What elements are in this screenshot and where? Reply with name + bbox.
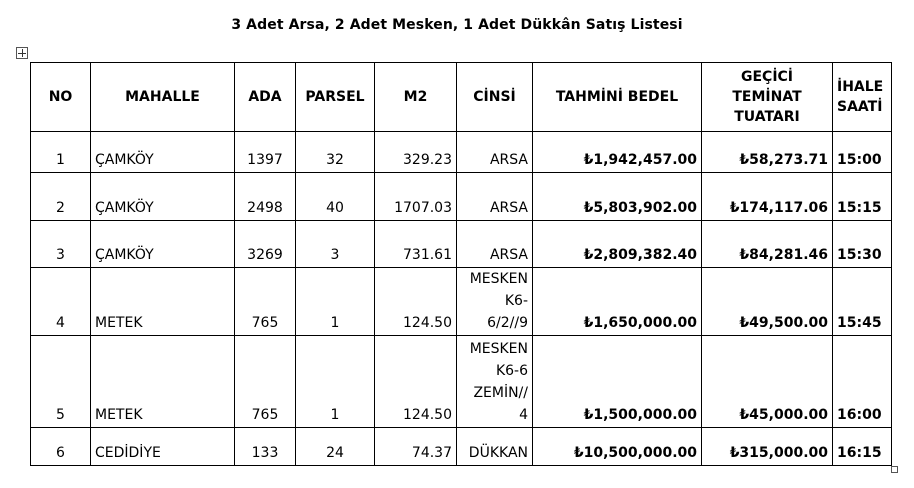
cell-gecici-teminat: ₺58,273.71: [702, 132, 833, 173]
cell-gecici-teminat: ₺45,000.00: [702, 336, 833, 428]
document-title: 3 Adet Arsa, 2 Adet Mesken, 1 Adet Dükkân Satış Listesi: [231, 17, 683, 33]
cell-gecici-teminat: ₺315,000.00: [702, 428, 833, 466]
cell-ada: 765: [235, 268, 296, 336]
cell-no: 3: [31, 221, 91, 268]
cell-mahalle: ÇAMKÖY: [91, 221, 235, 268]
cell-ada: 133: [235, 428, 296, 466]
cell-tahmini-bedel: ₺1,942,457.00: [533, 132, 702, 173]
cell-no: 5: [31, 336, 91, 428]
cell-mahalle: METEK: [91, 336, 235, 428]
cinsi-line: K6-6: [495, 363, 528, 379]
cell-ada: 765: [235, 336, 296, 428]
cell-cinsi: ARSA: [457, 221, 533, 268]
cell-m2: 74.37: [375, 428, 457, 466]
header-teminat-line: TEMİNAT: [732, 89, 802, 105]
cell-parsel: 1: [296, 336, 375, 428]
table-row: [31, 336, 892, 428]
cell-m2: 124.50: [375, 268, 457, 336]
table-row: [31, 132, 892, 173]
header-no: NO: [31, 63, 91, 132]
cell-parsel: 40: [296, 173, 375, 221]
cell-m2: 124.50: [375, 336, 457, 428]
header-saat-line: SAATİ: [837, 99, 883, 115]
cell-mahalle: ÇAMKÖY: [91, 132, 235, 173]
cinsi-line: 6/2//9: [487, 315, 528, 331]
header-mahalle: MAHALLE: [91, 63, 235, 132]
cinsi-line: MESKEN: [469, 341, 528, 357]
cell-ada: 2498: [235, 173, 296, 221]
cell-m2: 731.61: [375, 221, 457, 268]
header-m2: M2: [375, 63, 457, 132]
cell-tahmini-bedel: ₺5,803,902.00: [533, 173, 702, 221]
cell-ihale-saati: 15:30: [833, 221, 892, 268]
cell-no: 4: [31, 268, 91, 336]
cinsi-line: K6-: [504, 293, 528, 309]
cell-ihale-saati: 15:00: [833, 132, 892, 173]
cinsi-line: MESKEN: [469, 271, 528, 287]
cell-tahmini-bedel: ₺2,809,382.40: [533, 221, 702, 268]
cell-m2: 329.23: [375, 132, 457, 173]
cell-cinsi: ARSA: [457, 132, 533, 173]
cell-cinsi: [457, 336, 533, 428]
cell-ihale-saati: 15:15: [833, 173, 892, 221]
cell-mahalle: ÇAMKÖY: [91, 173, 235, 221]
header-parsel: PARSEL: [296, 63, 375, 132]
cinsi-line: 4: [519, 407, 528, 423]
header-teminat-line: TUATARI: [734, 109, 800, 125]
cell-ihale-saati: 16:15: [833, 428, 892, 466]
cell-parsel: 24: [296, 428, 375, 466]
cell-gecici-teminat: ₺49,500.00: [702, 268, 833, 336]
cell-cinsi: DÜKKAN: [457, 428, 533, 466]
cell-gecici-teminat: ₺84,281.46: [702, 221, 833, 268]
cinsi-line: ZEMİN//: [473, 385, 528, 401]
cell-mahalle: CEDİDİYE: [91, 428, 235, 466]
cell-no: 2: [31, 173, 91, 221]
cell-ada: 1397: [235, 132, 296, 173]
header-row: [31, 63, 892, 132]
table-move-handle-icon[interactable]: [16, 47, 28, 59]
cell-no: 6: [31, 428, 91, 466]
cell-cinsi: [457, 268, 533, 336]
cell-ada: 3269: [235, 221, 296, 268]
cell-m2: 1707.03: [375, 173, 457, 221]
cell-ihale-saati: 15:45: [833, 268, 892, 336]
cell-tahmini-bedel: ₺1,650,000.00: [533, 268, 702, 336]
header-ihale-saati: [833, 63, 892, 132]
cell-parsel: 1: [296, 268, 375, 336]
cell-tahmini-bedel: ₺10,500,000.00: [533, 428, 702, 466]
sales-list-table: [30, 62, 892, 466]
header-gecici-teminat: [702, 63, 833, 132]
header-cinsi: CİNSİ: [457, 63, 533, 132]
cell-parsel: 3: [296, 221, 375, 268]
table-row: [31, 221, 892, 268]
header-ada: ADA: [235, 63, 296, 132]
cell-tahmini-bedel: ₺1,500,000.00: [533, 336, 702, 428]
cell-ihale-saati: 16:00: [833, 336, 892, 428]
cell-parsel: 32: [296, 132, 375, 173]
table-row: [31, 428, 892, 466]
table-resize-handle-icon[interactable]: [891, 466, 898, 473]
header-saat-line: İHALE: [837, 79, 884, 95]
header-tahmini-bedel: TAHMİNİ BEDEL: [533, 63, 702, 132]
cell-mahalle: METEK: [91, 268, 235, 336]
table-row: [31, 268, 892, 336]
header-teminat-line: GEÇİCİ: [740, 69, 794, 85]
cell-cinsi: ARSA: [457, 173, 533, 221]
table-row: [31, 173, 892, 221]
cell-no: 1: [31, 132, 91, 173]
cell-gecici-teminat: ₺174,117.06: [702, 173, 833, 221]
